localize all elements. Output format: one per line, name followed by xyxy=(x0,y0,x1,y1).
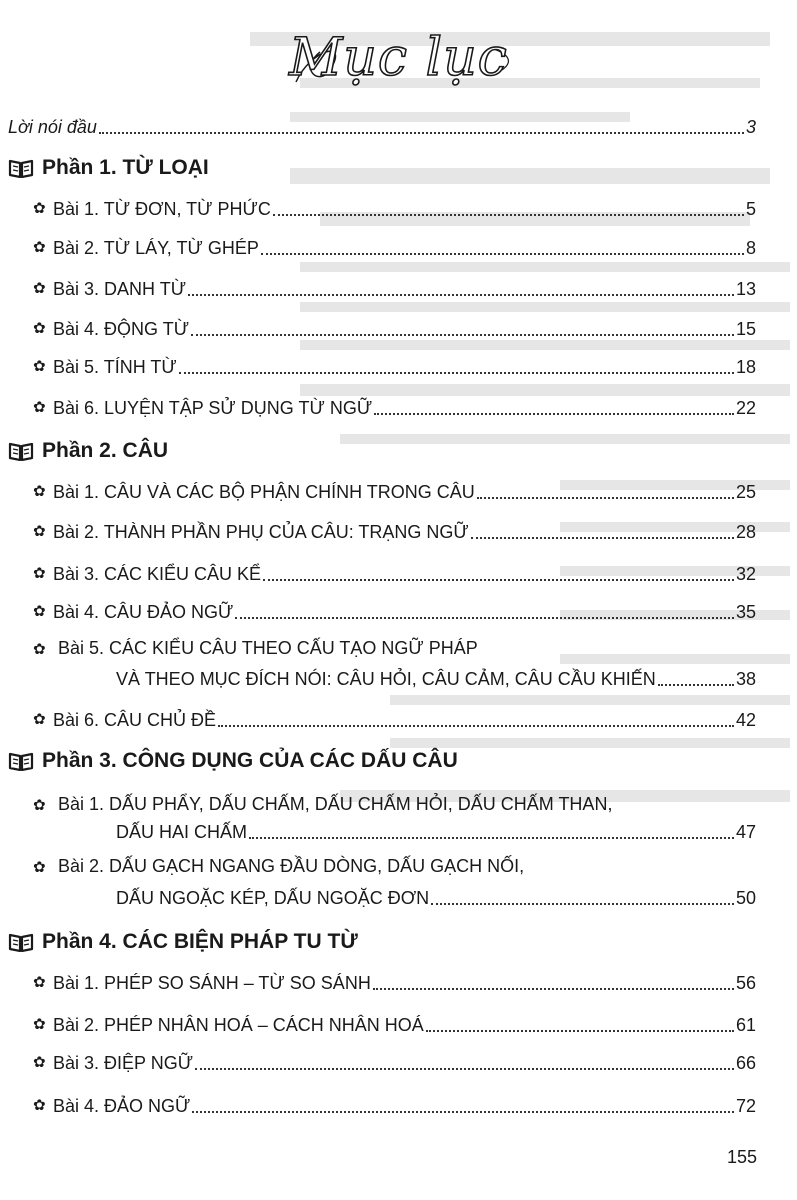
dot-leader xyxy=(99,131,744,134)
toc-entry-label-continued: DẤU HAI CHẤM xyxy=(116,822,248,842)
toc-entry-label: Bài 4. ĐỘNG TỪ xyxy=(53,319,190,339)
toc-entry[interactable] xyxy=(33,601,756,623)
toc-entry-label-continued: VÀ THEO MỤC ĐÍCH NÓI: CÂU HỎI, CÂU CẢM, CÂU CẦU KHIẾN xyxy=(116,669,656,689)
toc-entry[interactable] xyxy=(33,1014,756,1036)
flower-bullet-icon: ✿ xyxy=(33,603,46,620)
flower-bullet-icon: ✿ xyxy=(33,1097,46,1114)
dot-leader xyxy=(188,293,734,296)
dot-leader xyxy=(477,496,734,499)
toc-entry-page: 15 xyxy=(735,319,756,339)
toc-entry[interactable] xyxy=(33,521,756,543)
dot-leader xyxy=(191,333,734,336)
dot-leader xyxy=(179,371,734,374)
dot-leader xyxy=(374,412,734,415)
dot-leader xyxy=(263,578,734,581)
dot-leader xyxy=(426,1029,734,1032)
toc-entry-page: 13 xyxy=(735,279,756,299)
toc-entry[interactable] xyxy=(33,1095,756,1117)
dot-leader xyxy=(249,836,734,839)
dot-leader xyxy=(195,1067,734,1070)
part-heading xyxy=(8,748,458,774)
toc-entry-first-line[interactable] xyxy=(33,637,478,661)
toc-entry-page: 35 xyxy=(735,602,756,622)
toc-entry-page: 22 xyxy=(735,398,756,418)
toc-entry-page: 50 xyxy=(735,888,756,908)
toc-entry-label: Bài 1. TỪ ĐƠN, TỪ PHỨC xyxy=(53,199,271,219)
flower-bullet-icon: ✿ xyxy=(33,358,46,375)
flower-bullet-icon: ✿ xyxy=(33,1054,46,1071)
toc-entry-page: 18 xyxy=(735,357,756,377)
toc-entry[interactable] xyxy=(33,709,756,731)
toc-entry[interactable] xyxy=(116,887,756,909)
open-book-icon xyxy=(8,158,34,178)
flower-bullet-icon: ✿ xyxy=(33,565,46,582)
part-heading xyxy=(8,155,209,181)
dot-leader xyxy=(373,987,734,990)
toc-entry-label: Bài 2. THÀNH PHẦN PHỤ CỦA CÂU: TRẠNG NGỮ xyxy=(53,522,469,542)
open-book-icon xyxy=(8,751,34,771)
toc-entry-page: 3 xyxy=(745,117,756,137)
part-heading-text: Phần 3. CÔNG DỤNG CỦA CÁC DẤU CÂU xyxy=(42,749,458,772)
part-heading xyxy=(8,929,358,955)
toc-entry[interactable] xyxy=(33,563,756,585)
toc-entry-label: Bài 4. ĐẢO NGỮ xyxy=(53,1096,191,1116)
toc-entry-label: Bài 1. PHÉP SO SÁNH – TỪ SO SÁNH xyxy=(53,973,371,993)
dot-leader xyxy=(218,724,734,727)
toc-entry-label: Bài 3. CÁC KIỂU CÂU KỂ xyxy=(53,564,262,584)
toc-entry-page: 72 xyxy=(735,1096,756,1116)
open-book-icon xyxy=(8,441,34,461)
toc-entry-page: 5 xyxy=(745,199,756,219)
flower-bullet-icon: ✿ xyxy=(33,523,46,540)
toc-entry-label: Bài 2. DẤU GẠCH NGANG ĐẦU DÒNG, DẤU GẠCH NỐI, xyxy=(58,856,525,876)
part-heading-text: Phần 1. TỪ LOẠI xyxy=(42,156,209,179)
toc-entry-label: Lời nói đầu xyxy=(8,117,97,137)
toc-entry-page: 32 xyxy=(735,564,756,584)
dot-leader xyxy=(192,1110,734,1113)
toc-entry-label: Bài 3. ĐIỆP NGỮ xyxy=(53,1053,194,1073)
toc-entry[interactable] xyxy=(33,318,756,340)
part-heading-text: Phần 4. CÁC BIỆN PHÁP TU TỪ xyxy=(42,930,358,953)
toc-entry-first-line[interactable] xyxy=(33,793,612,817)
open-book-icon xyxy=(8,932,34,952)
flower-bullet-icon: ✿ xyxy=(33,280,46,297)
toc-entry-label: Bài 6. CÂU CHỦ ĐỀ xyxy=(53,710,217,730)
toc-entry-label: Bài 1. CÂU VÀ CÁC BỘ PHẬN CHÍNH TRONG CÂU xyxy=(53,482,475,502)
toc-entry-label: Bài 4. CÂU ĐẢO NGỮ xyxy=(53,602,234,622)
flower-bullet-icon: ✿ xyxy=(33,200,46,217)
toc-entry[interactable] xyxy=(33,278,756,300)
toc-entry-page: 42 xyxy=(735,710,756,730)
flower-bullet-icon: ✿ xyxy=(33,483,46,500)
page-number: 155 xyxy=(726,1147,757,1167)
dot-leader xyxy=(431,902,734,905)
toc-entry-label: Bài 2. PHÉP NHÂN HOÁ – CÁCH NHÂN HOÁ xyxy=(53,1015,424,1035)
toc-entry-label-continued: DẤU NGOẶC KÉP, DẤU NGOẶC ĐƠN xyxy=(116,888,430,908)
flower-bullet-icon: ✿ xyxy=(33,797,46,814)
toc-entry[interactable] xyxy=(33,356,756,378)
toc-entry-label: Bài 5. TÍNH TỪ xyxy=(53,357,177,377)
toc-entry[interactable] xyxy=(116,821,756,843)
toc-entry-label: Bài 3. DANH TỪ xyxy=(53,279,187,299)
toc-entry-label: Bài 5. CÁC KIỂU CÂU THEO CẤU TẠO NGỮ PHÁP xyxy=(58,638,478,658)
flower-bullet-icon: ✿ xyxy=(33,974,46,991)
page-title: Mục lục xyxy=(289,28,508,88)
toc-entry-page: 56 xyxy=(735,973,756,993)
toc-entry[interactable] xyxy=(33,1052,756,1074)
toc-entry[interactable] xyxy=(116,668,756,690)
toc-entry-label: Bài 6. LUYỆN TẬP SỬ DỤNG TỪ NGỮ xyxy=(53,398,373,418)
dot-leader xyxy=(261,252,744,255)
toc-entry-label: Bài 2. TỪ LÁY, TỪ GHÉP xyxy=(53,238,259,258)
flower-bullet-icon: ✿ xyxy=(33,711,46,728)
dot-leader xyxy=(658,683,734,686)
dot-leader xyxy=(235,616,734,619)
part-heading-text: Phần 2. CÂU xyxy=(42,439,169,462)
toc-entry-page: 38 xyxy=(735,669,756,689)
flower-bullet-icon: ✿ xyxy=(33,1016,46,1033)
flower-bullet-icon: ✿ xyxy=(33,641,46,658)
toc-entry-page: 28 xyxy=(735,522,756,542)
toc-entry[interactable] xyxy=(33,481,756,503)
toc-entry-page: 8 xyxy=(745,238,756,258)
toc-entry[interactable] xyxy=(33,237,756,259)
toc-entry-preface[interactable] xyxy=(8,116,756,138)
flower-bullet-icon: ✿ xyxy=(33,239,46,256)
toc-entry[interactable] xyxy=(33,972,756,994)
toc-entry-label: Bài 1. DẤU PHẨY, DẤU CHẤM, DẤU CHẤM HỎI, DẤU CHẤM THAN, xyxy=(58,794,613,814)
toc-entry[interactable] xyxy=(33,397,756,419)
toc-entry-page: 25 xyxy=(735,482,756,502)
part-heading xyxy=(8,438,168,464)
toc-entry-page: 66 xyxy=(735,1053,756,1073)
toc-entry-page: 47 xyxy=(735,822,756,842)
flower-bullet-icon: ✿ xyxy=(33,320,46,337)
flower-bullet-icon: ✿ xyxy=(33,859,46,876)
dot-leader xyxy=(471,536,734,539)
toc-entry-page: 61 xyxy=(735,1015,756,1035)
flower-bullet-icon: ✿ xyxy=(33,399,46,416)
toc-entry-first-line[interactable] xyxy=(33,855,524,879)
toc-entry[interactable] xyxy=(33,198,756,220)
dot-leader xyxy=(273,213,744,216)
